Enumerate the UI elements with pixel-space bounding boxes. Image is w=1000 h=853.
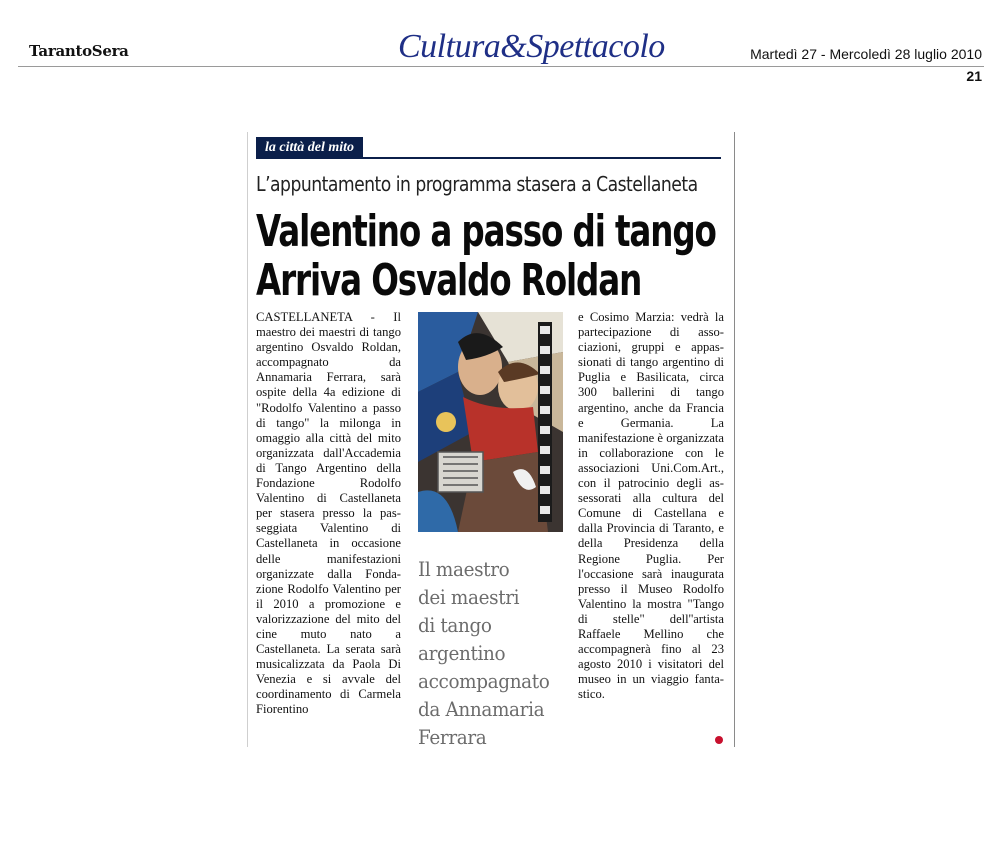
pull-quote-line: Il maestro: [418, 557, 510, 581]
article-body-column-3: e Cosimo Marzia: vedrà la partecipazione di associazioni, gruppi e appassionati di tango argentino di Puglia e Basilicata, circa 300 ballerini di tango argentino, anche da Francia e Germania. La manifestazione è organizzata in collaborazione con le associazioni Uni.Com.Art., con il patrocinio degli assessorati alla cultura del Comune di Castellana e dalla Provincia di Taranto, e della Presidenza della Regione Puglia. Per l'occasione sarà inaugurata presso il Museo Rodolfo Valentino la mostra "Tango di stelle" dell''artista Raffaele Mellino che accompagnerà fino al 23 agosto 2010 i visitatori del museo in un viaggio fantastico.: [578, 310, 724, 702]
pull-quote-line: Ferrara: [418, 725, 487, 749]
article: [247, 132, 735, 747]
article-subheadline: L’appuntamento in programma stasera a Castellaneta: [256, 172, 698, 196]
section-title: Cultura&Spettacolo: [398, 28, 665, 65]
pull-quote-line: di tango: [418, 613, 492, 637]
pull-quote-line: dei maestri: [418, 585, 520, 609]
article-headline-line-1: Valentino a passo di tango: [256, 206, 716, 257]
article-body-column-1: CASTELLANETA - Il maestro dei maestri di tango argentino Osvaldo Roldan, accompagnato da Annamaria Ferrara, sarà ospite della 4a edizione di "Rodolfo Valentino a passo di tango" la milonga in omaggio alla città del mito organizzata dall'Accademia di Tango Argentino della Fondazione Rodolfo Valentino di Castellaneta per stasera presso la passeggiata Valentino di Castellaneta in occasione delle manifestazioni organizzate dalla Fondazione Rodolfo Valentino per il 2010 a promozione e valorizzazione del mito del cine muto nato a Castellaneta. La serata sarà musicalizzata da Paola Di Venezia e si avvale del coordinamento di Carmela Fiorentino: [256, 310, 401, 717]
header-rule: [18, 66, 984, 67]
pull-quote-line: argentino: [418, 641, 506, 665]
publication-name: TarantoSera: [29, 42, 129, 60]
pull-quote-line: accompagnato: [418, 669, 550, 693]
kicker-label: la città del mito: [256, 137, 363, 159]
pull-quote-line: da Annamaria: [418, 697, 545, 721]
issue-date: Martedì 27 - Mercoledì 28 luglio 2010: [750, 46, 982, 62]
end-of-article-dot: [715, 736, 723, 744]
article-left-border: [247, 132, 248, 747]
article-right-border: [734, 132, 735, 747]
article-headline-line-2: Arriva Osvaldo Roldan: [256, 255, 642, 306]
pull-quote: [418, 555, 565, 751]
tango-artwork-image: [418, 312, 563, 532]
page-number: 21: [966, 68, 982, 84]
